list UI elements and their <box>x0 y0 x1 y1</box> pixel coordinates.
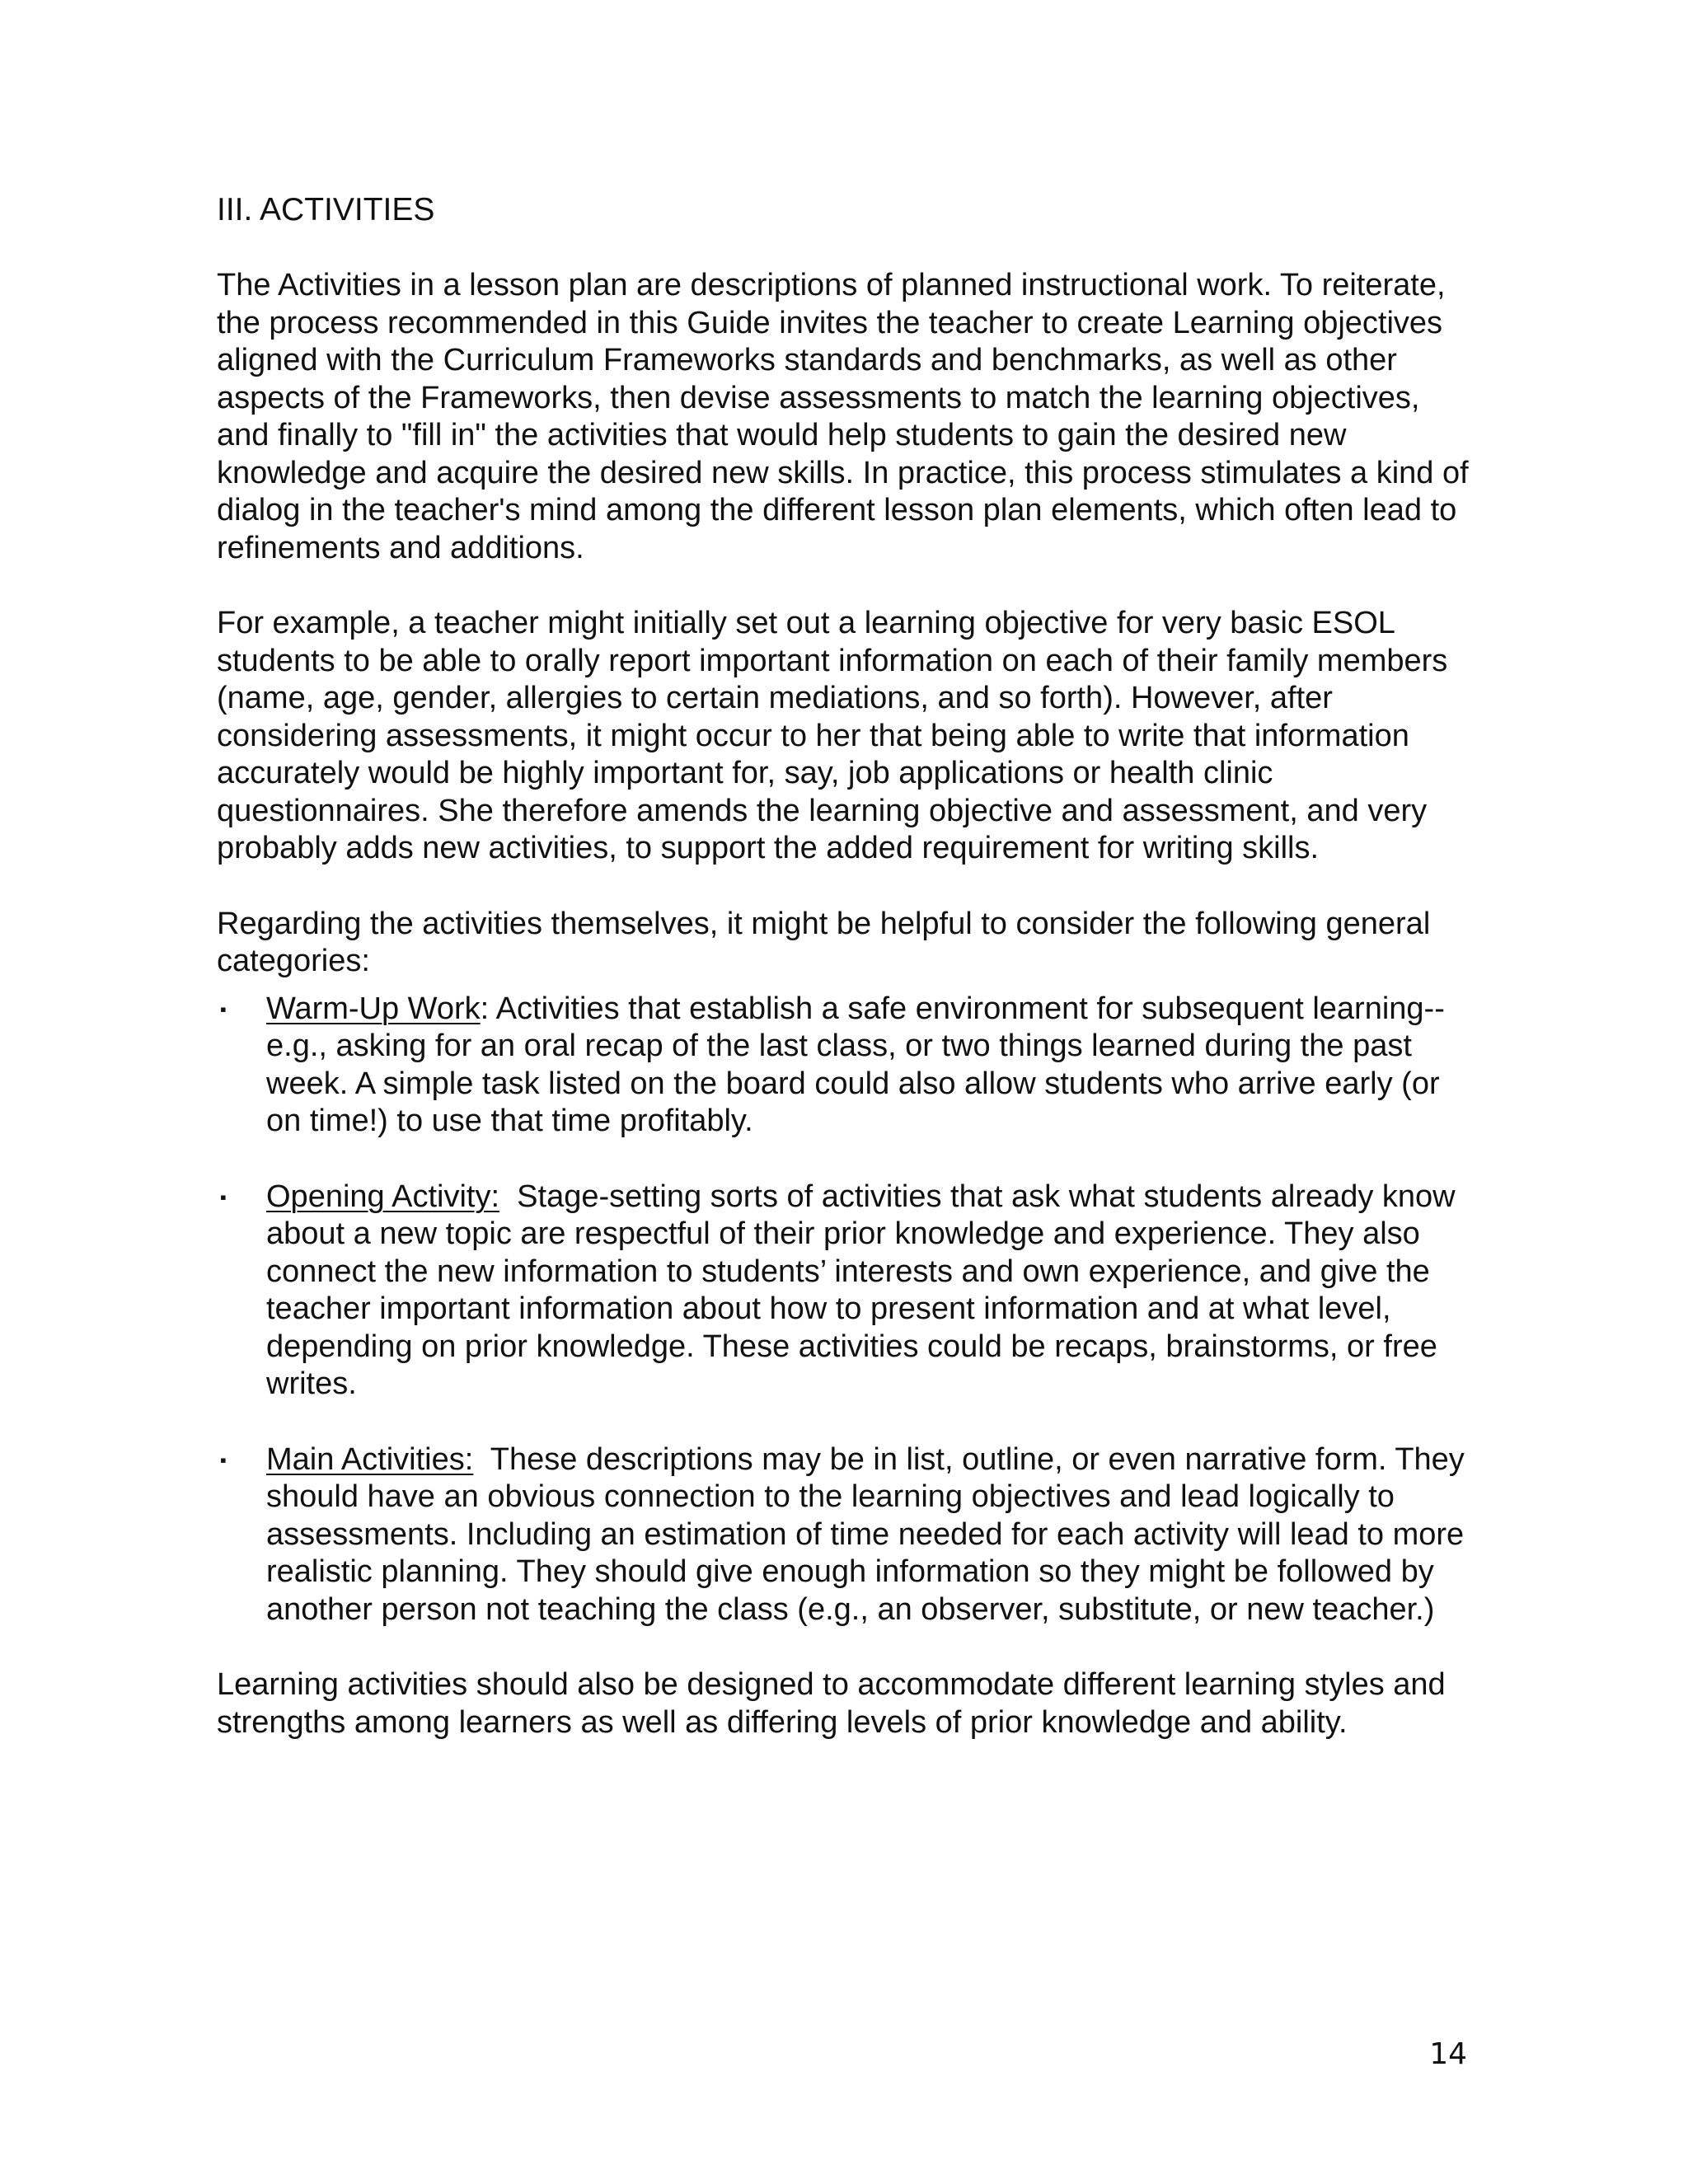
description-main-activities: These descriptions may be in list, outline, or even narrative form. They should have an obvious connection to the learning objectives and lead logically to assessments. Including an estimation of time needed for each activity will lead to more realistic planning. They should give enough information so they might be followed by another person not teaching the class (e.g., an observer, substitute, or new teacher.) <box>266 1441 1474 1627</box>
paragraph-categories-intro: Regarding the activities themselves, it might be helpful to consider the following general categories: <box>217 906 1431 978</box>
category-list <box>217 991 1474 1629</box>
page-content <box>217 191 1474 1779</box>
section-heading: III. ACTIVITIES <box>217 192 435 227</box>
page-number: 14 <box>1429 2037 1467 2071</box>
description-opening-activity: Stage-setting sorts of activities that ask what students already know about a new topic are respectful of their prior knowledge and experience. They also connect the new information to students’ interests and own experience, and give the teacher important information about how to present information and at what level, depending on prior knowledge. These activities could be recaps, brainstorms, or free writes. <box>266 1179 1465 1401</box>
term-warm-up-work: Warm-Up Work <box>266 991 481 1026</box>
term-main-activities: Main Activities: <box>266 1441 474 1477</box>
paragraph-intro: The Activities in a lesson plan are descriptions of planned instructional work. To reiterate, the process recommended in this Guide invites the teacher to create Learning objectives aligned with the Curriculum Frameworks standards and benchmarks, as well as other aspects of the Frameworks, then devise assessments to match the learning objectives, and finally to "fill in" the activities that would help students to gain the desired new knowledge and acquire the desired new skills. In practice, this process stimulates a kind of dialog in the teacher's mind among the different lesson plan elements, which often lead to refinements and additions. <box>217 268 1469 565</box>
paragraph-example: For example, a teacher might initially set out a learning objective for very basic ESOL students to be able to orally report important information on each of their family members (name, age, gender, allergies to certain mediations, and so forth). However, after considering assessments, it might occur to her that being able to write that information accurately would be highly important for, say, job applications or health clinic questionnaires. She therefore amends the learning objective and assessment, and very probably adds new activities, to support the added requirement for writing skills. <box>217 606 1448 865</box>
paragraph-closing: Learning activities should also be designed to accommodate different learning styles and strengths among learners as well as differing levels of prior knowledge and ability. <box>217 1667 1446 1740</box>
description-warm-up-work: : Activities that establish a safe environment for subsequent learning--e.g., asking for an oral recap of the last class, or two things learned during the past week. A simple task listed on the board could also allow students who arrive early (or on time!) to use that time profitably. <box>266 991 1445 1138</box>
list-item-main-activities <box>217 1441 1474 1629</box>
square-bullet-icon: ▪ <box>220 1449 227 1470</box>
list-item-warm-up-work <box>217 991 1470 1141</box>
square-bullet-icon: ▪ <box>220 998 227 1019</box>
square-bullet-icon: ▪ <box>220 1186 227 1207</box>
list-item-opening-activity <box>217 1179 1470 1404</box>
term-opening-activity: Opening Activity: <box>266 1179 500 1214</box>
